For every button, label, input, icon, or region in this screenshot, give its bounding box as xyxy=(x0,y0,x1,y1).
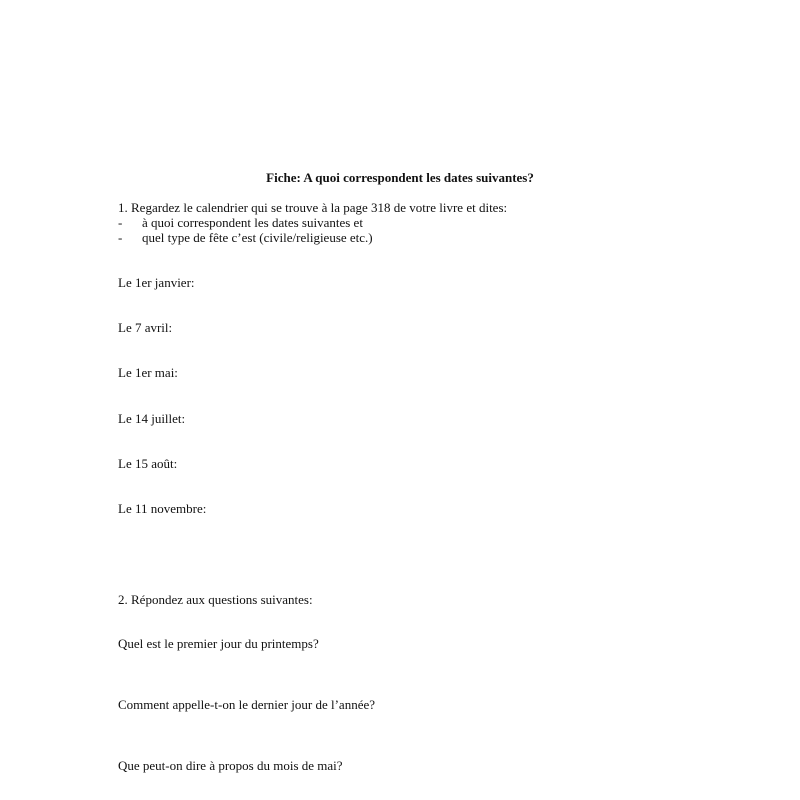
bullet-marker: - xyxy=(118,215,123,230)
bullet-text: quel type de fête c’est (civile/religieuse etc.) xyxy=(142,230,373,245)
bullet-marker: - xyxy=(118,230,123,245)
date-prompt-jul-14: Le 14 juillet: xyxy=(118,411,186,426)
date-prompt-aug-15: Le 15 août: xyxy=(118,456,178,471)
bullet-text: à quoi correspondent les dates suivantes et xyxy=(142,215,363,230)
section1-instruction: 1. Regardez le calendrier qui se trouve à la page 318 de votre livre et dites: xyxy=(118,200,508,215)
question-month-may: Que peut-on dire à propos du mois de mai? xyxy=(118,758,343,773)
date-prompt-may-1: Le 1er mai: xyxy=(118,365,178,380)
date-prompt-jan-1: Le 1er janvier: xyxy=(118,275,195,290)
bullet-item xyxy=(118,230,373,245)
question-first-day-spring: Quel est le premier jour du printemps? xyxy=(118,636,319,651)
date-prompt-nov-11: Le 11 novembre: xyxy=(118,501,207,516)
date-prompt-apr-7: Le 7 avril: xyxy=(118,320,173,335)
worksheet-title: Fiche: A quoi correspondent les dates suivantes? xyxy=(266,170,534,185)
section2-instruction: 2. Répondez aux questions suivantes: xyxy=(118,592,313,607)
bullet-item xyxy=(118,215,363,230)
question-last-day-year: Comment appelle-t-on le dernier jour de l’année? xyxy=(118,697,376,712)
